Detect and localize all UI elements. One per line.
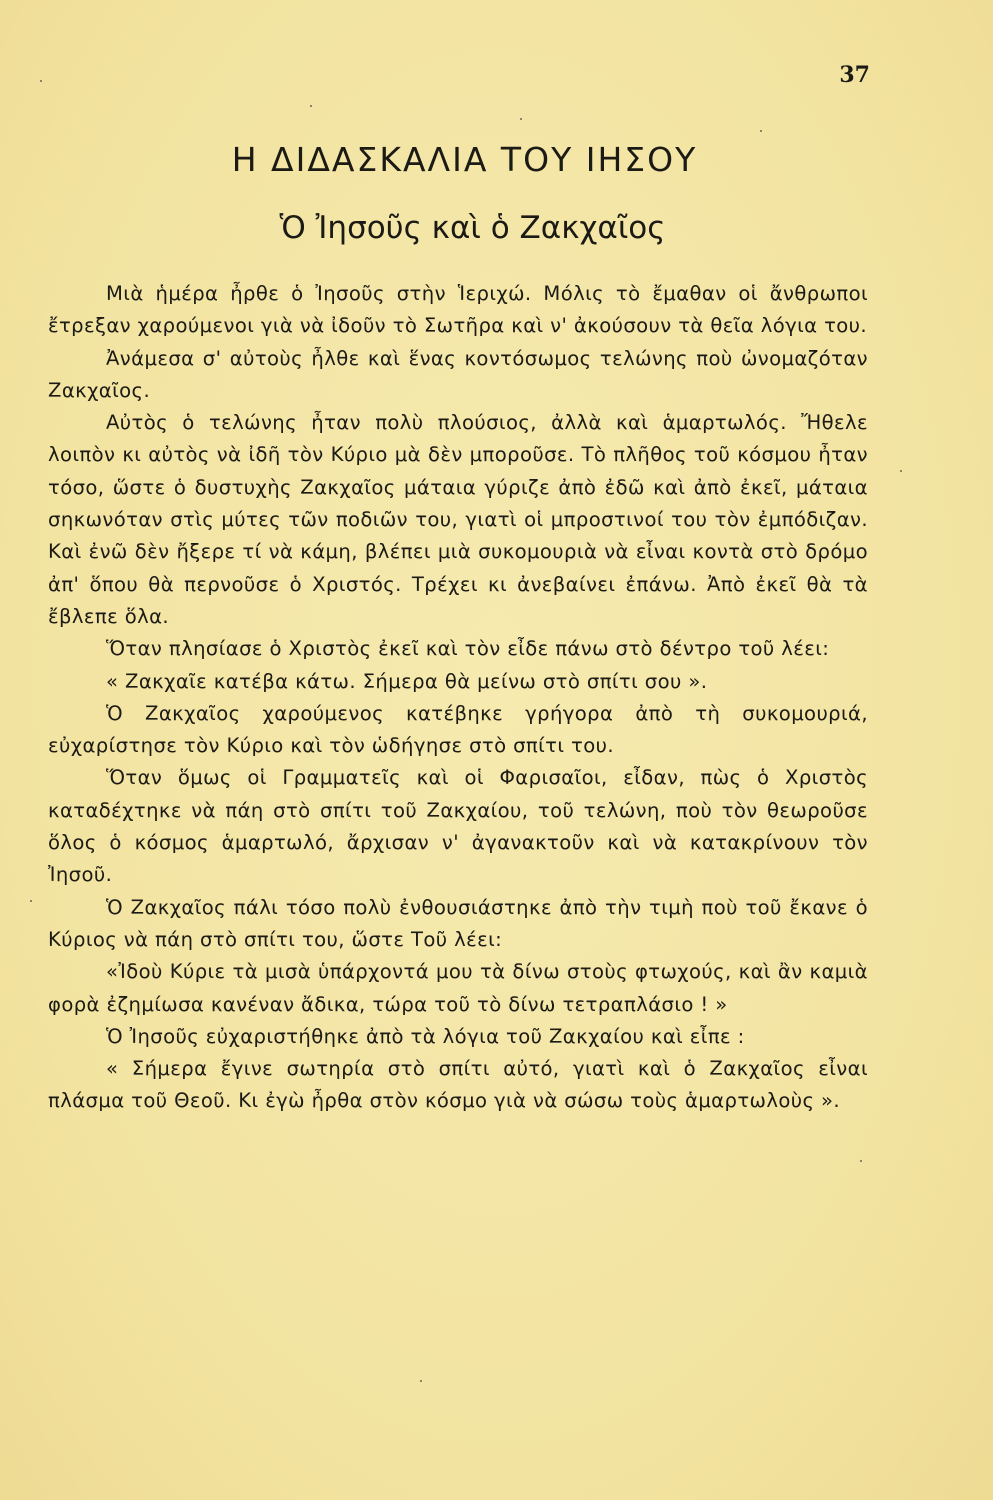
section-subtitle: [0, 210, 993, 246]
chapter-title-text: Η ΔΙΔΑΣΚΑΛΙΑ ΤΟΥ ΙΗΣΟΥ: [231, 140, 698, 179]
section-subtitle-text: Ὁ Ἰησοῦς καὶ ὁ Ζακχαῖος: [279, 210, 666, 246]
paper-speck: [900, 470, 902, 472]
paragraph: Ὅταν ὅμως οἱ Γραμματεῖς καὶ οἱ Φαρισαῖοι, εἶδαν, πὼς ὁ Χριστὸς καταδέχτηκε νὰ πάη στὸ σπίτι τοῦ Ζακχαίου, τοῦ τελώνη, ποὺ τὸν θεωροῦσε ὅλος ὁ κόσμος ἁμαρτωλό, ἄρχισαν ν' ἀγανακτοῦν καὶ νὰ κατακρίνουν τὸν Ἰησοῦ.: [48, 766, 868, 887]
paragraph: Αὐτὸς ὁ τελώνης ἦταν πολὺ πλούσιος, ἀλλὰ καὶ ἁμαρτωλός. Ἤθελε λοιπὸν κι αὐτὸς νὰ ἰδῆ τὸν Κύριο μὰ δὲν μποροῦσε. Τὸ πλῆθος τοῦ κόσμου ἦταν τόσο, ὥστε ὁ δυστυχὴς Ζακχαῖος μάταια γύριζε ἀπὸ ἐδῶ καὶ ἀπὸ ἐκεῖ, μάταια σηκωνόταν στὶς μύτες τῶν ποδιῶν του, γιατὶ οἱ μπροστινοί του τὸν ἐμπόδιζαν. Καὶ ἐνῶ δὲν ἤξερε τί νὰ κάμη, βλέπει μιὰ συκομουριὰ νὰ εἶναι κοντὰ στὸ δρόμο ἀπ' ὅπου θὰ περνοῦσε ὁ Χριστός. Τρέχει κι ἀνεβαίνει ἐπάνω. Ἀπὸ ἐκεῖ θὰ τὰ ἔβλεπε ὅλα.: [48, 411, 868, 628]
paragraph: Ὁ Ἰησοῦς εὐχαριστήθηκε ἀπὸ τὰ λόγια τοῦ Ζακχαίου καὶ εἶπε :: [106, 1024, 745, 1048]
paragraph: Ἀνάμεσα σ' αὐτοὺς ἦλθε καὶ ἕνας κοντόσωμος τελώνης ποὺ ὠνομαζόταν Ζακχαῖος.: [48, 346, 868, 402]
paragraph: Μιὰ ἡμέρα ἦρθε ὁ Ἰησοῦς στὴν Ἱεριχώ. Μόλις τὸ ἔμαθαν οἱ ἄνθρωποι ἔτρεξαν χαρούμενοι γιὰ νὰ ἰδοῦν τὸ Σωτῆρα καὶ ν' ἀκούσουν τὰ θεῖα λόγια του.: [48, 282, 868, 338]
paragraph: « Ζακχαῖε κατέβα κάτω. Σήμερα θὰ μείνω στὸ σπίτι σου ».: [106, 669, 708, 693]
paragraph: Ὅταν πλησίασε ὁ Χριστὸς ἐκεῖ καὶ τὸν εἶδε πάνω στὸ δέντρο τοῦ λέει:: [106, 637, 830, 661]
paper-speck: [860, 1160, 862, 1162]
paper-speck: [30, 900, 32, 902]
paper-speck: [420, 1380, 422, 1382]
paragraph: Ὁ Ζακχαῖος χαρούμενος κατέβηκε γρήγορα ἀπὸ τὴ συκομουριά, εὐχαρίστησε τὸν Κύριο καὶ τὸν ὡδήγησε στὸ σπίτι του.: [48, 701, 868, 758]
page-number: 37: [839, 62, 870, 88]
paragraph: « Σήμερα ἔγινε σωτηρία στὸ σπίτι αὐτό, γιατὶ καὶ ὁ Ζακχαῖος εἶναι πλάσμα τοῦ Θεοῦ. Κι ἐγὼ ἦρθα στὸν κόσμο γιὰ νὰ σώσω τοὺς ἁμαρτωλοὺς ».: [48, 1057, 868, 1113]
paragraph: «Ἰδοὺ Κύριε τὰ μισὰ ὑπάρχοντά μου τὰ δίνω στοὺς φτωχούς, καὶ ἂν καμιὰ φορὰ ἐζημίωσα κανέναν ἄδικα, τώρα τοῦ τὸ δίνω τετραπλάσιο ! »: [48, 960, 868, 1016]
paper-speck: [520, 118, 522, 120]
body-text: [48, 278, 868, 1118]
chapter-title: [0, 140, 993, 179]
paper-speck: [310, 105, 312, 107]
paper-speck: [40, 80, 42, 82]
paper-speck: [760, 130, 762, 132]
paragraph: Ὁ Ζακχαῖος πάλι τόσο πολὺ ἐνθουσιάστηκε ἀπὸ τὴν τιμὴ ποὺ τοῦ ἔκανε ὁ Κύριος νὰ πάη στὸ σπίτι του, ὥστε Τοῦ λέει:: [48, 895, 868, 951]
